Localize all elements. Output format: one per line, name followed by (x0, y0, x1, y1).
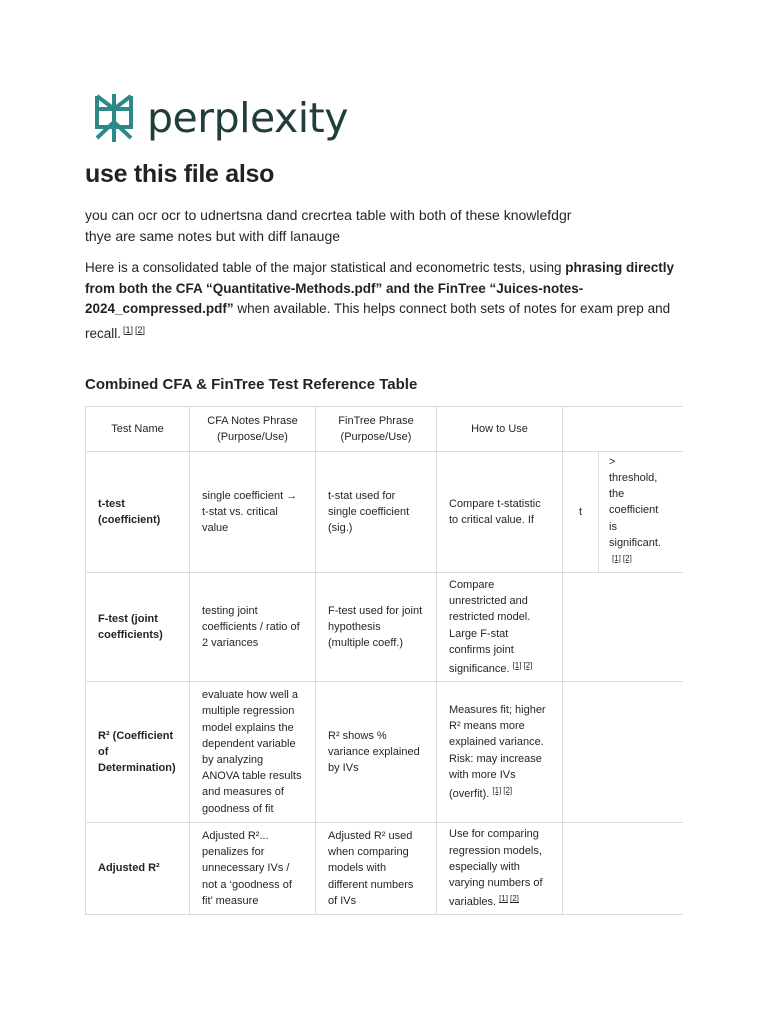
brand-name: perplexity (147, 93, 349, 142)
empty-cell (563, 823, 684, 915)
overflow-cell (599, 452, 684, 573)
how-to-use-text: Compare unrestricted and restricted model. Large F-stat confirms joint significance. (449, 578, 531, 675)
citation-link[interactable]: [2] (509, 894, 519, 904)
answer-text: Here is a consolidated table of the major statistical and econometric tests, using (85, 260, 566, 275)
fintree-phrase-cell: F-test used for joint hypothesis (multiple coeff.) (316, 573, 437, 682)
test-name-cell: Adjusted R² (86, 823, 190, 915)
how-to-use-text: Use for comparing regression models, especially with varying numbers of variables. (449, 828, 543, 909)
query-text (85, 205, 571, 246)
table-row (86, 682, 684, 823)
answer-bold-text: phrasing directly from both the CFA “Quantitative-Methods.pdf” and the FinTree “Juices-notes-2024_compressed.pdf” (85, 260, 675, 316)
citation-link[interactable]: [2] (622, 554, 632, 563)
cfa-phrase-cell: evaluate how well a multiple regression model explains the dependent variable by analyzing ANOVA table results and measures of goodness of fit (190, 682, 316, 823)
test-name-cell: F-test (joint coefficients) (86, 573, 190, 682)
answer-paragraph (85, 258, 685, 344)
fintree-phrase-cell: R² shows % variance explained by IVs (316, 682, 437, 823)
test-name-cell: R² (Coefficient of Determination) (86, 682, 190, 823)
table-row (86, 823, 684, 915)
cfa-phrase-cell: testing joint coefficients / ratio of 2 variances (190, 573, 316, 682)
citation-link[interactable]: [2] (503, 785, 513, 795)
empty-cell (563, 682, 684, 823)
section-title: Combined CFA & FinTree Test Reference Table (85, 376, 418, 393)
column-header (563, 407, 684, 452)
column-header: Test Name (86, 407, 190, 452)
test-name-cell: t-test (coefficient) (86, 452, 190, 573)
query-line: thye are same notes but with diff lanauge (85, 227, 341, 244)
citation-link[interactable]: [1] (612, 554, 621, 563)
fintree-phrase-cell: Adjusted R² used when comparing models with different numbers of IVs (316, 823, 437, 915)
table-header-row (86, 407, 684, 452)
table-row (86, 573, 684, 682)
cfa-phrase-cell: Adjusted R²... penalizes for unnecessary IVs / not a ‘goodness of fit’ measure (190, 823, 316, 915)
reference-table-container[interactable] (85, 406, 683, 916)
reference-table (85, 406, 683, 915)
citation-link[interactable]: [2] (523, 660, 533, 670)
how-to-use-cell (437, 823, 563, 915)
how-to-use-cell: Compare t-statistic to critical value. If (437, 452, 563, 573)
perplexity-logo-icon (93, 92, 135, 144)
column-header: FinTree Phrase (Purpose/Use) (316, 407, 437, 452)
query-title: use this file also (85, 160, 275, 188)
how-to-use-text: Measures fit; higher R² means more explained variance. Risk: may increase with more IVs (overfit). (449, 703, 546, 800)
overflow-text: > threshold, the coefficient is significant. (609, 455, 661, 549)
query-line: you can ocr ocr to udnertsna dand crecrtea table with both of these knowlefdgr (85, 207, 572, 223)
empty-cell (563, 573, 684, 682)
overflow-cell: t (563, 452, 599, 573)
citation-link[interactable]: [1] (512, 660, 522, 670)
citation-link[interactable]: [2] (135, 324, 146, 335)
cfa-phrase-cell: single coefficient → t-stat vs. critical value (190, 452, 316, 573)
fintree-phrase-cell: t-stat used for single coefficient (sig.) (316, 452, 437, 573)
citation-link[interactable]: [1] (499, 894, 508, 904)
perplexity-logo (93, 92, 348, 144)
answer-text: when available. This helps connect both sets of notes for exam prep and recall. (85, 301, 671, 341)
column-header: How to Use (437, 407, 563, 452)
citation-link[interactable]: [1] (492, 785, 502, 795)
citation-link[interactable]: [1] (123, 324, 134, 335)
table-row (86, 452, 684, 573)
how-to-use-cell (437, 573, 563, 682)
how-to-use-cell (437, 682, 563, 823)
column-header: CFA Notes Phrase (Purpose/Use) (190, 407, 316, 452)
